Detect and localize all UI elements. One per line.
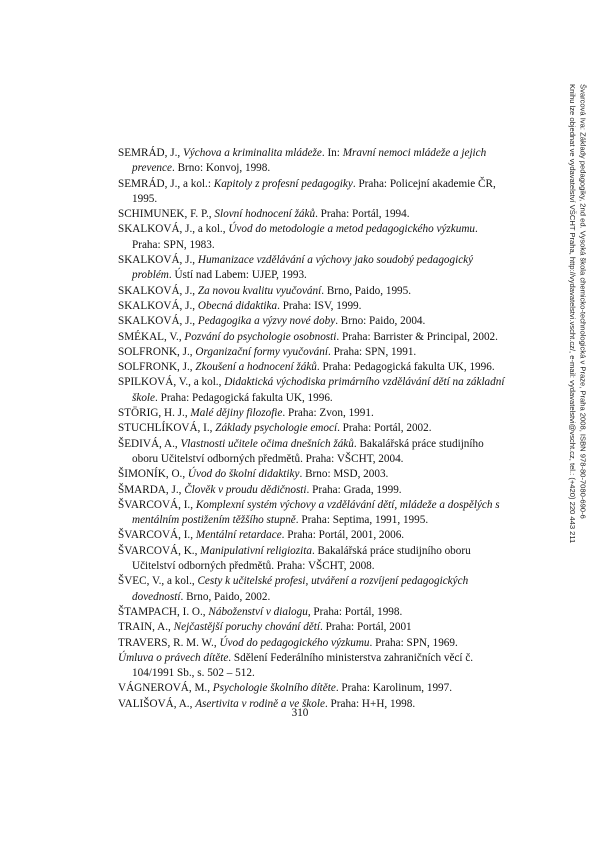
reference-title: Mravní nemoci mládeže a jejich prevence [132, 147, 487, 175]
reference-entry [118, 467, 506, 482]
reference-entry [118, 544, 506, 575]
reference-text: SKALKOVÁ, J., [118, 299, 198, 312]
reference-title: Úvod do pedagogického výzkumu [219, 636, 370, 649]
reference-title: Výchova a kriminalita mládeže [182, 147, 322, 159]
reference-text: . Sdělení Federálního ministerstva zahraničních věcí č. 104/1991 Sb., s. 502 – 512. [132, 651, 474, 680]
reference-text: STÖRIG, H. J., [118, 407, 191, 420]
reference-text: ŠMARDA, J., [118, 483, 185, 496]
reference-title: Základy psychologie emocí [215, 422, 338, 435]
reference-title: Úmluva o právech dítěte [118, 651, 229, 664]
reference-text: . Brno, Paido, 1995. [321, 284, 412, 297]
reference-text: . Praha: Portál, 2001, 2006. [281, 529, 405, 542]
reference-text: STUCHLÍKOVÁ, I., [118, 422, 216, 435]
reference-text: SPILKOVÁ, V., a kol., [118, 376, 225, 389]
reference-text: ŠVARCOVÁ, I., [118, 498, 196, 511]
reference-entry [118, 345, 506, 360]
reference-title: Didaktická východiska primárního vzdělávání dětí na základní škole [132, 376, 505, 404]
reference-title: Úvod do metodologie a metod pedagogického výzkumu [228, 223, 476, 236]
reference-entry [118, 360, 506, 375]
reference-title: Manipulativní religiozita [200, 544, 312, 557]
reference-title: Slovní hodnocení žáků [214, 208, 316, 221]
reference-text: TRAIN, A., [118, 621, 174, 634]
reference-text: . Ústí nad Labem: UJEP, 1993. [168, 269, 307, 282]
reference-entry [118, 314, 506, 329]
reference-title: Komplexní systém výchovy a vzdělávání dětí, mládeže a dospělých s mentálním postižením těžšího stupně [132, 498, 500, 527]
reference-text: . Brno: Konvoj, 1998. [171, 162, 271, 175]
reference-title: Náboženství v dialogu [208, 605, 308, 618]
bibliography-list [118, 146, 506, 712]
reference-title: Mentální retardace [195, 529, 282, 542]
reference-text: . Praha: Grada, 1999. [306, 483, 402, 496]
reference-text: . Praha: Portál, 1994. [315, 208, 410, 221]
side-note-line-2: Knihu lze objednat ve vydavatelství VŠCHT Praha, http://vydavatelstvi.vscht.cz/, e-mail: vydavatelstvi@vscht.cz, tel.: (+420) 220 443 211 [568, 84, 578, 544]
reference-text: . Praha: SPN, 1983. [132, 223, 478, 251]
reference-text: . Praha: Barrister & Principal, 2002. [336, 330, 498, 343]
reference-title: Asertivita v rodině a ve škole [195, 697, 325, 710]
reference-title: Kapitoly z profesní pedagogiky [213, 177, 353, 190]
reference-title: Cesty k učitelské profesi, utváření a rozvíjení pedagogických dovedností [132, 575, 469, 603]
reference-entry [118, 681, 506, 696]
reference-text: SMÉKAL, V., [118, 330, 185, 343]
reference-text: ŠTAMPACH, I. O., [118, 605, 209, 618]
reference-entry [118, 605, 506, 620]
reference-entry [118, 284, 506, 299]
side-copyright-note [567, 84, 587, 543]
reference-entry [118, 299, 506, 314]
reference-text: SCHIMUNEK, F. P., [118, 208, 215, 221]
reference-text: . Praha: Portál, 2001 [319, 621, 412, 634]
reference-entry [118, 483, 506, 498]
reference-title: Malé dějiny filozofie [190, 407, 283, 420]
reference-text: SEMRÁD, J., [118, 147, 183, 159]
reference-entry [118, 222, 506, 253]
reference-text: . Brno: Paido, 2004. [335, 315, 426, 328]
reference-text: ŠVEC, V., a kol., [118, 575, 198, 588]
reference-title: Za novou kvalitu vyučování [197, 284, 322, 297]
reference-text: . Praha: Pedagogická fakulta UK, 1996. [316, 361, 495, 374]
reference-title: Humanizace vzdělávání a výchovy jako soudobý pedagogický problém [132, 254, 474, 282]
reference-text: . Praha: Karolinum, 1997. [335, 682, 453, 695]
reference-text: SOLFRONK, J., [118, 361, 196, 374]
reference-entry [118, 177, 506, 208]
reference-title: Nejčastější poruchy chování dětí [173, 621, 320, 634]
reference-text: SKALKOVÁ, J., [118, 284, 198, 297]
reference-text: . Praha: H+H, 1998. [324, 697, 416, 710]
reference-text: . Praha: SPN, 1991. [327, 345, 417, 358]
reference-entry [118, 375, 506, 406]
reference-text: . Bakalářská práce studijního oboru Učitelství odborných předmětů. Praha: VŠCHT, 2008. [132, 544, 471, 573]
reference-text: SOLFRONK, J., [118, 345, 196, 358]
reference-entry [118, 498, 506, 529]
reference-text: . Praha: Portál, 2002. [337, 422, 432, 435]
reference-text: . Praha: Policejní akademie ČR, 1995. [132, 177, 496, 205]
reference-title: Pozvání do psychologie osobnosti [184, 330, 337, 343]
reference-title: Vlastnosti učitele očima dnešních žáků [180, 437, 354, 450]
reference-entry [118, 330, 506, 345]
reference-entry [118, 620, 506, 635]
reference-text: . Praha: SPN, 1969. [369, 636, 458, 649]
reference-text: ŠVARCOVÁ, K., [118, 544, 201, 557]
reference-title: Zkoušení a hodnocení žáků [195, 361, 317, 374]
reference-text: SKALKOVÁ, J., [118, 315, 198, 328]
reference-text: ŠVARCOVÁ, I., [118, 529, 196, 542]
reference-text: . Bakalářská práce studijního oboru Učitelství odborných předmětů. Praha: VŠCHT, 2004. [132, 437, 484, 465]
reference-text: ŠIMONÍK, O., [118, 468, 188, 481]
reference-text: . Praha: ISV, 1999. [277, 299, 362, 312]
reference-text: . Brno: MSD, 2003. [299, 468, 389, 481]
reference-text: . In: [321, 147, 343, 159]
reference-text: SEMRÁD, J., a kol.: [118, 177, 214, 190]
reference-entry [118, 421, 506, 436]
reference-entry [118, 253, 506, 284]
reference-title: Obecná didaktika [197, 299, 278, 312]
reference-text: VÁGNEROVÁ, M., [118, 682, 213, 695]
reference-title: Pedagogika a výzvy nové doby [197, 315, 336, 328]
reference-text: SKALKOVÁ, J., [118, 254, 198, 267]
reference-entry [118, 437, 506, 468]
side-note-line-1: Švarcová Iva: Základy pedagogiky, 2nd ed. Vysoká škola chemicko-technologická v Praze, Praha 2008, ISBN 978-80-7080-690-6 [578, 84, 588, 519]
reference-entry [118, 406, 506, 421]
reference-text: . Praha: Pedagogická fakulta UK, 1996. [155, 391, 333, 404]
reference-entry [118, 146, 506, 177]
reference-text: . Praha: Septima, 1991, 1995. [295, 514, 429, 527]
reference-text: TRAVERS, R. M. W., [118, 636, 220, 649]
reference-text: SKALKOVÁ, J., a kol., [118, 223, 229, 236]
reference-entry [118, 636, 506, 651]
reference-title: Organizační formy vyučování [195, 345, 328, 358]
reference-title: Psychologie školního dítěte [212, 682, 336, 695]
reference-entry [118, 651, 506, 682]
reference-text: . Praha: Zvon, 1991. [282, 407, 374, 420]
reference-text: VALIŠOVÁ, A., [118, 697, 196, 710]
reference-entry [118, 207, 506, 222]
reference-entry [118, 574, 506, 605]
reference-text: , Praha: Portál, 1998. [307, 605, 403, 618]
page-number: 310 [291, 707, 309, 719]
reference-text: ŠEDIVÁ, A., [118, 437, 181, 450]
reference-title: Člověk v proudu dědičnosti [184, 483, 307, 496]
reference-title: Úvod do školní didaktiky [187, 468, 300, 481]
reference-entry [118, 528, 506, 543]
reference-text: . Brno, Paido, 2002. [180, 590, 271, 603]
